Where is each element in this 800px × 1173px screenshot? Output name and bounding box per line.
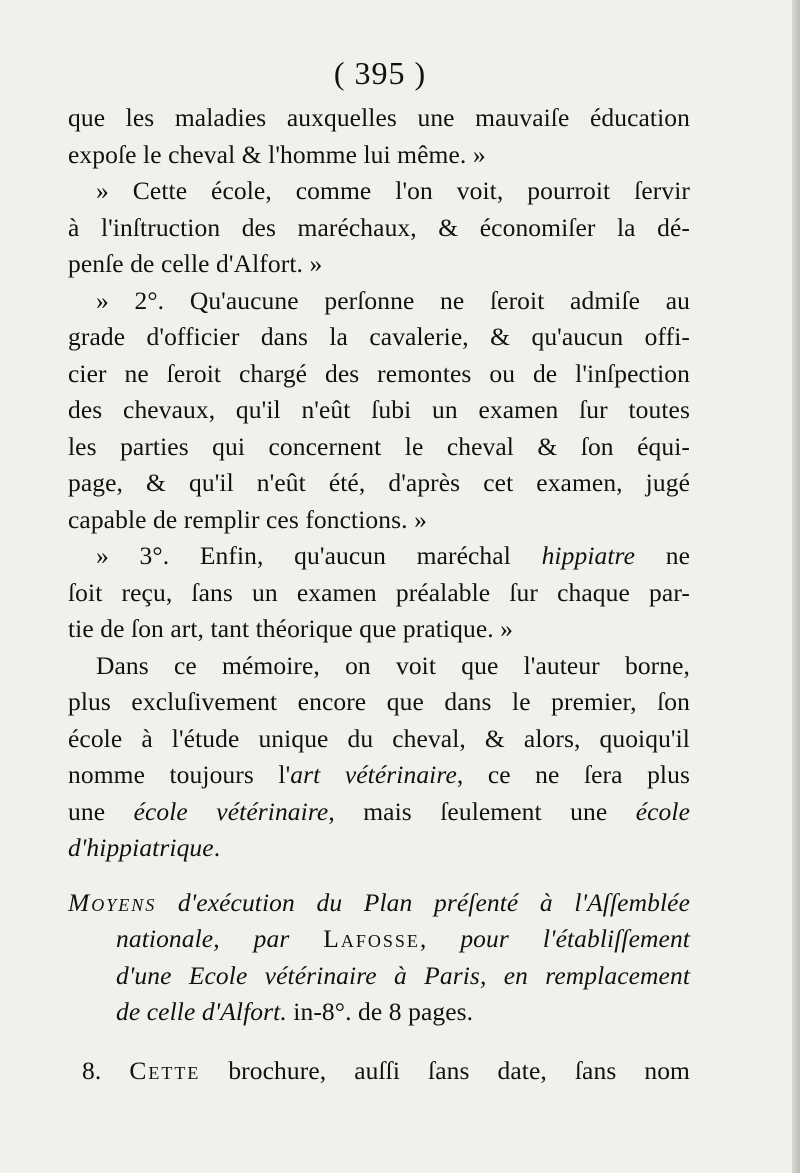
text-run: de celle d'Alfort. — [116, 997, 287, 1026]
page-text — [68, 100, 690, 1089]
text-run: , ce ne ſera plus — [456, 760, 690, 789]
spacer — [68, 1031, 690, 1053]
text-line: cier ne ſeroit chargé des remontes ou de l'inſpection — [68, 358, 690, 388]
italic-term: d'hippiatrique — [68, 833, 214, 862]
text-line: page, & qu'il n'eût été, d'après cet examen, jugé — [68, 468, 690, 497]
small-caps-word: Moyens — [68, 887, 157, 917]
small-caps-word: Cette — [129, 1055, 201, 1085]
text-run: nomme toujours l' — [68, 760, 291, 789]
text-line: tie de ſon art, tant théorique que pratique. » — [68, 614, 514, 643]
text-line — [68, 921, 690, 958]
text-run: , pour l'établiſſement — [419, 924, 690, 953]
text-line — [68, 885, 690, 922]
italic-term: école vétérinaire — [133, 796, 329, 826]
text-run: nationale, par — [116, 924, 324, 953]
text-line: les parties qui concernent le cheval & ſon équi- — [68, 431, 690, 461]
page-number: ( 395 ) — [333, 55, 427, 91]
text-run: » 3°. Enfin, qu'aucun maréchal — [96, 541, 542, 570]
text-line: Dans ce mémoire, on voit que l'auteur borne, — [96, 650, 690, 680]
spacer — [68, 867, 690, 885]
bibliographic-entry-title — [68, 885, 690, 1031]
text-line: penſe de celle d'Alfort. » — [68, 249, 323, 278]
text-line — [68, 830, 690, 867]
text-line — [68, 757, 690, 794]
text-run: . — [213, 833, 221, 862]
page-edge — [792, 0, 800, 1173]
text-line — [68, 994, 690, 1031]
text-line: » Cette école, comme l'on voit, pourroit ſervir — [96, 176, 690, 205]
text-line: d'une Ecole vétérinaire à Paris, en remplacement — [116, 960, 690, 990]
text-run: d'exécution du Plan préſenté à l'Aſſemblée — [156, 887, 690, 917]
text-line: expoſe le cheval & l'homme lui même. » — [68, 139, 486, 169]
text-run: ne — [635, 541, 690, 570]
text-line — [68, 1053, 690, 1090]
text-line: grade d'officier dans la cavalerie, & qu'aucun offi- — [68, 322, 690, 351]
text-line: à l'inſtruction des maréchaux, & économiſer la dé- — [68, 212, 690, 242]
text-run: , mais ſeulement une — [328, 796, 636, 826]
text-line — [68, 794, 690, 831]
text-line: école à l'étude unique du cheval, & alors, quoiqu'il — [68, 723, 690, 753]
italic-term: hippiatre — [541, 541, 636, 570]
small-caps-word: Lafosse — [323, 924, 420, 953]
text-line: capable de remplir ces fonctions. » — [68, 504, 427, 534]
text-line: plus excluſivement encore que dans le premier, ſon — [68, 687, 690, 716]
italic-term: art vétérinaire — [290, 760, 457, 789]
text-line: des chevaux, qu'il n'eût ſubi un examen ſur toutes — [68, 395, 690, 424]
text-run: une — [68, 796, 134, 826]
italic-term: école — [635, 796, 690, 826]
text-run: brochure, auſſi ſans date, ſans nom — [200, 1055, 690, 1085]
text-line: ſoit reçu, ſans un examen préalable ſur chaque par- — [68, 577, 690, 607]
text-line: que les maladies auxquelles une mauvaiſe éducation — [68, 103, 690, 132]
entry-number: 8. — [82, 1055, 130, 1085]
text-line: » 2°. Qu'aucune perſonne ne ſeroit admiſe au — [96, 285, 690, 315]
text-line — [68, 538, 690, 575]
text-run: in-8°. de 8 pages. — [286, 997, 474, 1026]
